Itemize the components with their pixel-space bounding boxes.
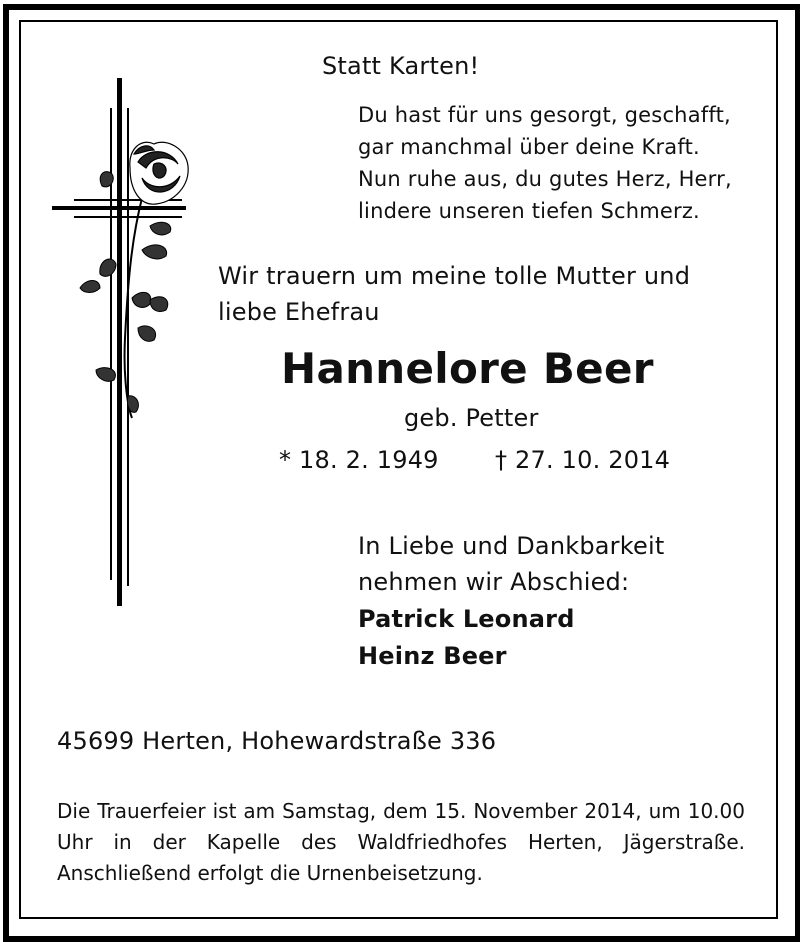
- intro-line: liebe Ehefrau: [218, 298, 380, 326]
- cross-with-rose-icon: [50, 78, 195, 610]
- poem-line: Du hast für uns gesorgt, geschafft,: [358, 103, 731, 127]
- poem-line: lindere unseren tiefen Schmerz.: [358, 199, 700, 223]
- address: 45699 Herten, Hohewardstraße 336: [57, 727, 497, 755]
- service-info: Die Trauerfeier ist am Samstag, dem 15. November 2014, um 10.00 Uhr in der Kapelle des Waldfriedhofes Herten, Jägerstraße. Anschließend erfolgt die Urnenbeisetzung.: [57, 799, 745, 885]
- heading: Statt Karten!: [322, 52, 480, 80]
- poem-line: Nun ruhe aus, du gutes Herz, Herr,: [358, 167, 732, 191]
- birth-name: geb. Petter: [404, 404, 539, 432]
- farewell-line: In Liebe und Dankbarkeit: [358, 532, 665, 560]
- birth-date: * 18. 2. 1949: [279, 446, 439, 474]
- deceased-name: Hannelore Beer: [281, 344, 654, 393]
- intro-line: Wir trauern um meine tolle Mutter und: [218, 262, 691, 290]
- farewell-line: nehmen wir Abschied:: [358, 568, 630, 596]
- poem-line: gar manchmal über deine Kraft.: [358, 135, 700, 159]
- mourner-name: Patrick Leonard: [358, 605, 575, 633]
- mourner-name: Heinz Beer: [358, 642, 507, 670]
- death-date: † 27. 10. 2014: [495, 446, 671, 474]
